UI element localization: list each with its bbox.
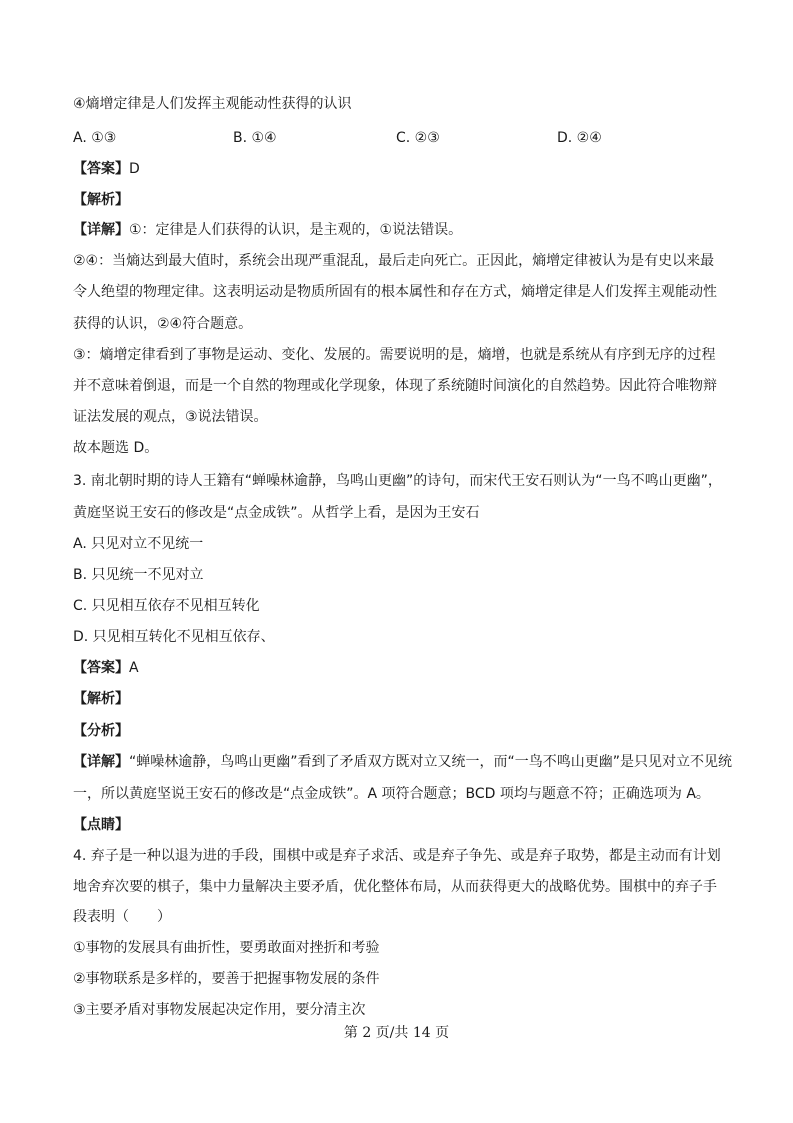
- q4-statement-1: ①事物的发展具有曲折性，要勇敢面对挫折和考验: [73, 940, 380, 956]
- q4-stem-line-2: 地舍弃次要的棋子，集中力量解决主要矛盾，优化整体布局，从而获得更大的战略优势。围棋中的弃子手: [73, 879, 717, 895]
- q3-dianjing-tag: 【点睛】: [73, 817, 129, 833]
- q3-fenxi-tag: 【分析】: [73, 723, 129, 739]
- answer-tag: 【答案】: [73, 161, 129, 177]
- q3-option-a: A. 只见对立不见统一: [73, 536, 204, 552]
- q3-answer: [73, 658, 139, 678]
- q3-stem-line-1: 3. 南北朝时期的诗人王籍有“蝉噪林逾静，鸟鸣山更幽”的诗句，而宋代王安石则认为“一鸟不鸣山更幽”，: [73, 473, 722, 489]
- q2-detail-3b: 并不意味着倒退，而是一个自然的物理或化学现象，体现了系统随时间演化的自然趋势。因此符合唯物辩: [73, 378, 717, 394]
- detail-text: ①：定律是人们获得的认识，是主观的，①说法错误。: [129, 222, 463, 238]
- q4-stem-line-1: 4. 弃子是一种以退为进的手段，围棋中或是弃子求活、或是弃子争先、或是弃子取势，都是主动而有计划: [73, 848, 721, 864]
- q3-option-b: B. 只见统一不见对立: [73, 567, 204, 583]
- q4-stem-line-3: 段表明（ ）: [73, 909, 171, 925]
- q2-detail-3c: 证法发展的观点，③说法错误。: [73, 409, 268, 425]
- page-number-footer: 第 2 页/共 14 页: [343, 1025, 450, 1041]
- detail-tag: 【详解】: [73, 222, 129, 238]
- q2-analysis-tag: 【解析】: [73, 192, 129, 208]
- q3-stem-line-2: 黄庭坚说王安石的修改是“点金成铁”。从哲学上看，是因为王安石: [73, 505, 480, 521]
- q3-option-c: C. 只见相互依存不见相互转化: [73, 598, 260, 614]
- q3-detail-a: [73, 752, 732, 772]
- answer-tag: 【答案】: [73, 660, 129, 676]
- answer-value: D: [129, 161, 140, 177]
- q2-option-d: D. ②④: [557, 130, 602, 146]
- q2-conclusion: 故本题选 D。: [73, 440, 159, 456]
- q3-detail-b: 一，所以黄庭坚说王安石的修改是“点金成铁”。A 项符合题意；BCD 项均与题意不符；正确选项为 A。: [73, 786, 710, 802]
- q4-statement-3: ③主要矛盾对事物发展起决定作用，要分清主次: [73, 1002, 366, 1018]
- q2-detail-2a: ②④：当熵达到最大值时，系统会出现严重混乱，最后走向死亡。正因此，熵增定律被认为是有史以来最: [73, 253, 715, 269]
- detail-text: “蝉噪林逾静，鸟鸣山更幽”看到了矛盾双方既对立又统一，而“一鸟不鸣山更幽”是只见对立不见统: [129, 754, 733, 770]
- q2-statement-4: ④熵增定律是人们发挥主观能动性获得的认识: [73, 96, 352, 112]
- q3-option-d: D. 只见相互转化不见相互依存、: [73, 629, 275, 645]
- q2-answer: [73, 159, 140, 179]
- q2-detail-1: [73, 220, 462, 240]
- q2-detail-2b: 令人绝望的物理定律。这表明运动是物质所固有的根本属性和存在方式，熵增定律是人们发挥主观能动性: [73, 284, 717, 300]
- q2-detail-3a: ③：熵增定律看到了事物是运动、变化、发展的。需要说明的是，熵增，也就是系统从有序到无序的过程: [73, 347, 716, 363]
- q2-detail-2c: 获得的认识，②④符合题意。: [73, 316, 253, 332]
- q2-option-c: C. ②③: [396, 130, 440, 146]
- q3-analysis-tag: 【解析】: [73, 691, 129, 707]
- detail-tag: 【详解】: [73, 754, 129, 770]
- answer-value: A: [129, 660, 139, 676]
- q2-option-b: B. ①④: [233, 130, 277, 146]
- q2-option-a: A. ①③: [73, 130, 117, 146]
- q4-statement-2: ②事物联系是多样的，要善于把握事物发展的条件: [73, 971, 380, 987]
